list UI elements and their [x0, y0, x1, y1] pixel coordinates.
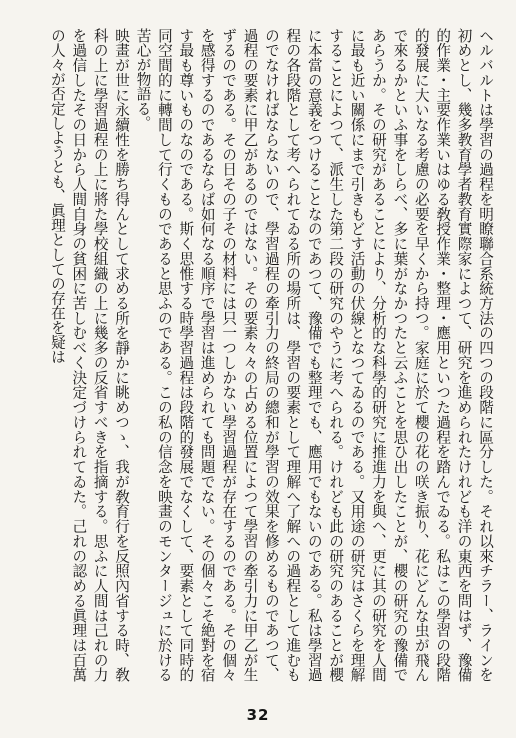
paragraph: ヘルバルトは學習の過程を明瞭聯合系統方法の四つの段階に區分した。それ以來チラー、ラインを初めとし、幾多教育學者教育實際家によつて、研究を進められたけれども洋の東西を問はず、豫備的作業・主要作業いはゆる敎授作業・整理・應用といつた過程を踏んでゐる。私はこの學習の段階的發展に大いなる考慮の必要を早くから持つ。家庭に於て櫻の花の咲き振り、花にどんな虫が飛んで來るかといふ事をしらべ、多に葉がなかつたと云ふことを思ひ出したことが、櫻の研究の豫備であらうか。その研究があることにより、分析的な科學的研究に推進力を與へ、更に其の研究を人間に最も近い關係にまで引きもどす活動の伏線となつてゐるのである。又用途の研究はさくらを理解することによつて、派生した第二段の研究のやうに考へられる。けれども此の研究のあることが櫻に本當の意義をつけることなのであつて、豫備でも整理でも、應用でもないのである。私は學習過程の各段階として考へられてゐる所の場所は、學習の要素として理解へ了解への過程として進むものでなければならないので、學習過程の牽引力の終局の總和が學習の效果を修めるものであつて、過程の要素に甲乙があるのではない。その要素々々の占める位置によつて學習の牽引力に甲乙が生ずるのである。その日その子その材料には只一つしかない學習過程が存在するのである。その個々を感得するのであるならば如何なる順序で學習は進められても問題でない。その個々こそ絶對を宿す最も尊いものなのである。斯く思惟する時學習過程は段階的發展でなくして、要素として同時的同空間的に轉間して行くものであると思ふのである。この私の信念を映畫のモンタージュに於ける苦心が物語る。 — [134, 28, 494, 682]
body-text — [14, 28, 496, 682]
paragraph: 映畫が世に永續性を勝ち得んとして求める所を靜かに眺めつゝ、我が敎育行を反照內省する時、敎科の上に學習過程の上に將た學校組織の上に幾多の反省すべきを指摘する。思ふに人間は己れの力を過信したその日から人間自身の貧困に苦しむべく決定づけられてゐた。己れの認める眞理は百萬の人々が否定しようとも、眞理としての存在を疑は — [48, 28, 131, 682]
page-number: 32 — [246, 706, 270, 724]
